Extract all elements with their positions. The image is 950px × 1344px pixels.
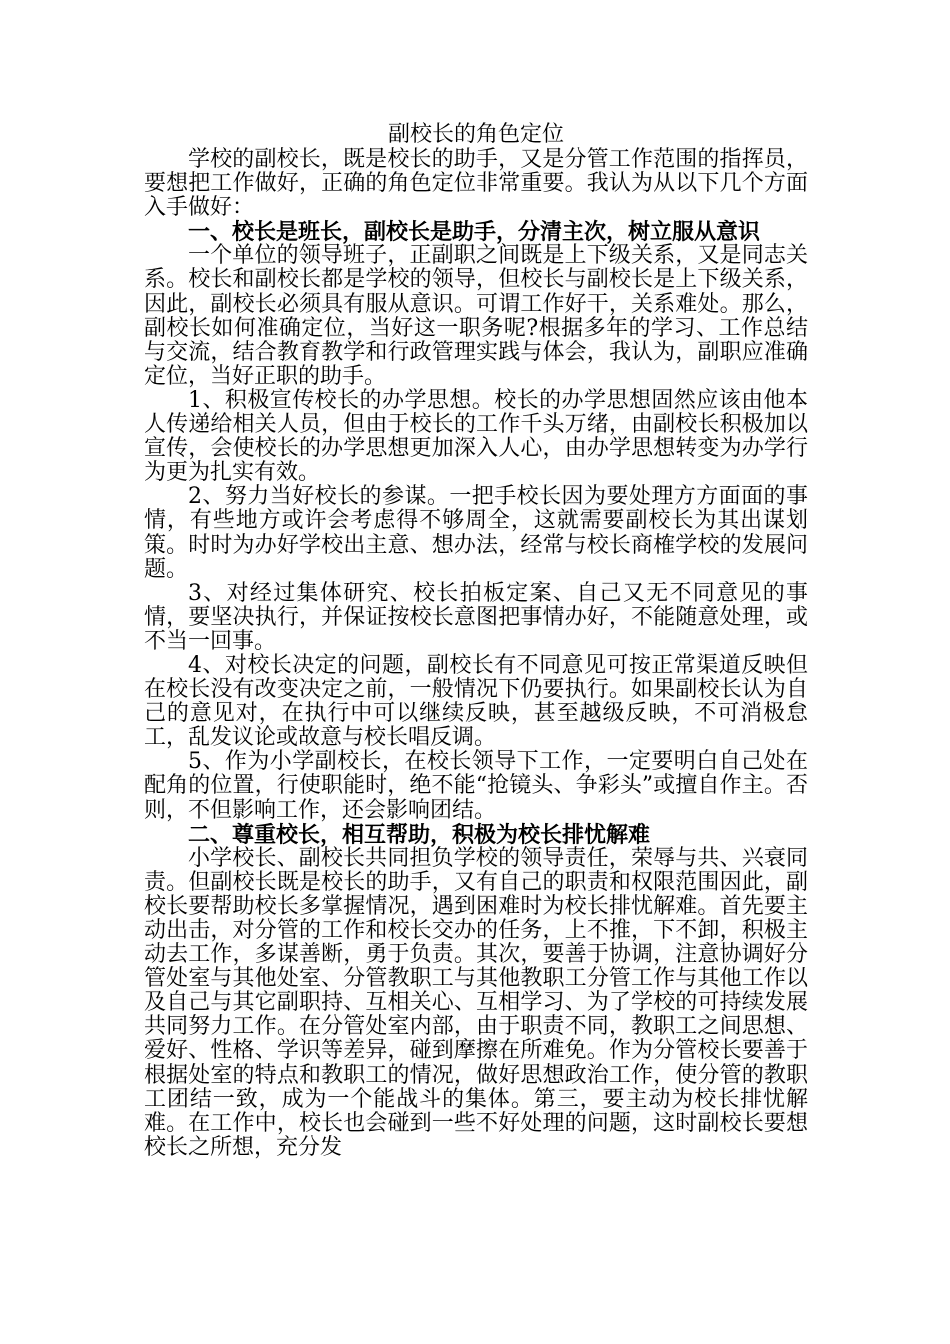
list-item-2: 2、努力当好校长的参谋。一把手校长因为要处理方方面面的事情，有些地方或许会考虑得不够周全，这就需要副校长为其出谋划策。时时为办好学校出主意、想办法，经常与校长商榷学校的发展问题。 bbox=[144, 484, 808, 582]
intro-paragraph: 学校的副校长，既是校长的助手，又是分管工作范围的指挥员，要想把工作做好，正确的角色定位非常重要。我认为从以下几个方面入手做好： bbox=[144, 147, 808, 221]
section-heading-2: 二、尊重校长，相互帮助，积极为校长排忧解难 bbox=[188, 821, 651, 848]
document-title: 副校长的角色定位 bbox=[387, 122, 564, 147]
section-1-paragraph: 一个单位的领导班子，正副职之间既是上下级关系，又是同志关系。校长和副校长都是学校的领导，但校长与副校长是上下级关系，因此，副校长必须具有服从意识。可谓工作好干，关系难处。那么，副校长如何准确定位，当好这一职务呢?根据多年的学习、工作总结与交流，结合教育教学和行政管理实践与体会，我认为，副职应准确定位，当好正职的助手。 bbox=[144, 243, 808, 389]
section-heading-1: 一、校长是班长，副校长是助手，分清主次，树立服从意识 bbox=[188, 219, 761, 246]
list-item-3: 3、对经过集体研究、校长拍板定案、自己又无不同意见的事情，要坚决执行，并保证按校长意图把事情办好，不能随意处理，或不当一回事。 bbox=[144, 580, 808, 654]
list-item-4: 4、对校长决定的问题，副校长有不同意见可按正常渠道反映但在校长没有改变决定之前，一般情况下仍要执行。如果副校长认为自己的意见对，在执行中可以继续反映，甚至越级反映，不可消极怠工，乱发议论或故意与校长唱反调。 bbox=[144, 652, 808, 751]
list-item-1: 1、积极宣传校长的办学思想。校长的办学思想固然应该由他本人传递给相关人员，但由于校长的工作千头万绪，由副校长积极加以宣传，会使校长的办学思想更加深入人心，由办学思想转变为办学行为更为扎实有效。 bbox=[144, 387, 808, 486]
list-item-5: 5、作为小学副校长，在校长领导下工作，一定要明白自己处在配角的位置，行使职能时，绝不能“抢镜头、争彩头”或擅自作主。否则，不但影响工作，还会影响团结。 bbox=[144, 749, 808, 823]
document-page bbox=[144, 122, 808, 1160]
section-2-paragraph: 小学校长、副校长共同担负学校的领导责任，荣辱与共、兴衰同责。但副校长既是校长的助手，又有自己的职责和权限范围因此，副校长要帮助校长多掌握情况，遇到困难时为校长排忧解难。首先要主动出击，对分管的工作和校长交办的任务，上不推，下不卸，积极主动去工作，多谋善断，勇于负责。其次，要善于协调，注意协调好分管处室与其他处室、分管教职工与其他教职工分管工作与其他工作以及自己与其它副职持、互相关心、互相学习、为了学校的可持续发展共同努力工作。在分管处室内部，由于职责不同，教职工之间思想、爱好、性格、学识等差异，碰到摩擦在所难免。作为分管校长要善于根据处室的特点和教职工的情况，做好思想政治工作，使分管的教职工团结一致，成为一个能战斗的集体。第三，要主动为校长排忧解难。在工作中，校长也会碰到一些不好处理的问题，这时副校长要想校长之所想，充分发 bbox=[144, 845, 808, 1160]
